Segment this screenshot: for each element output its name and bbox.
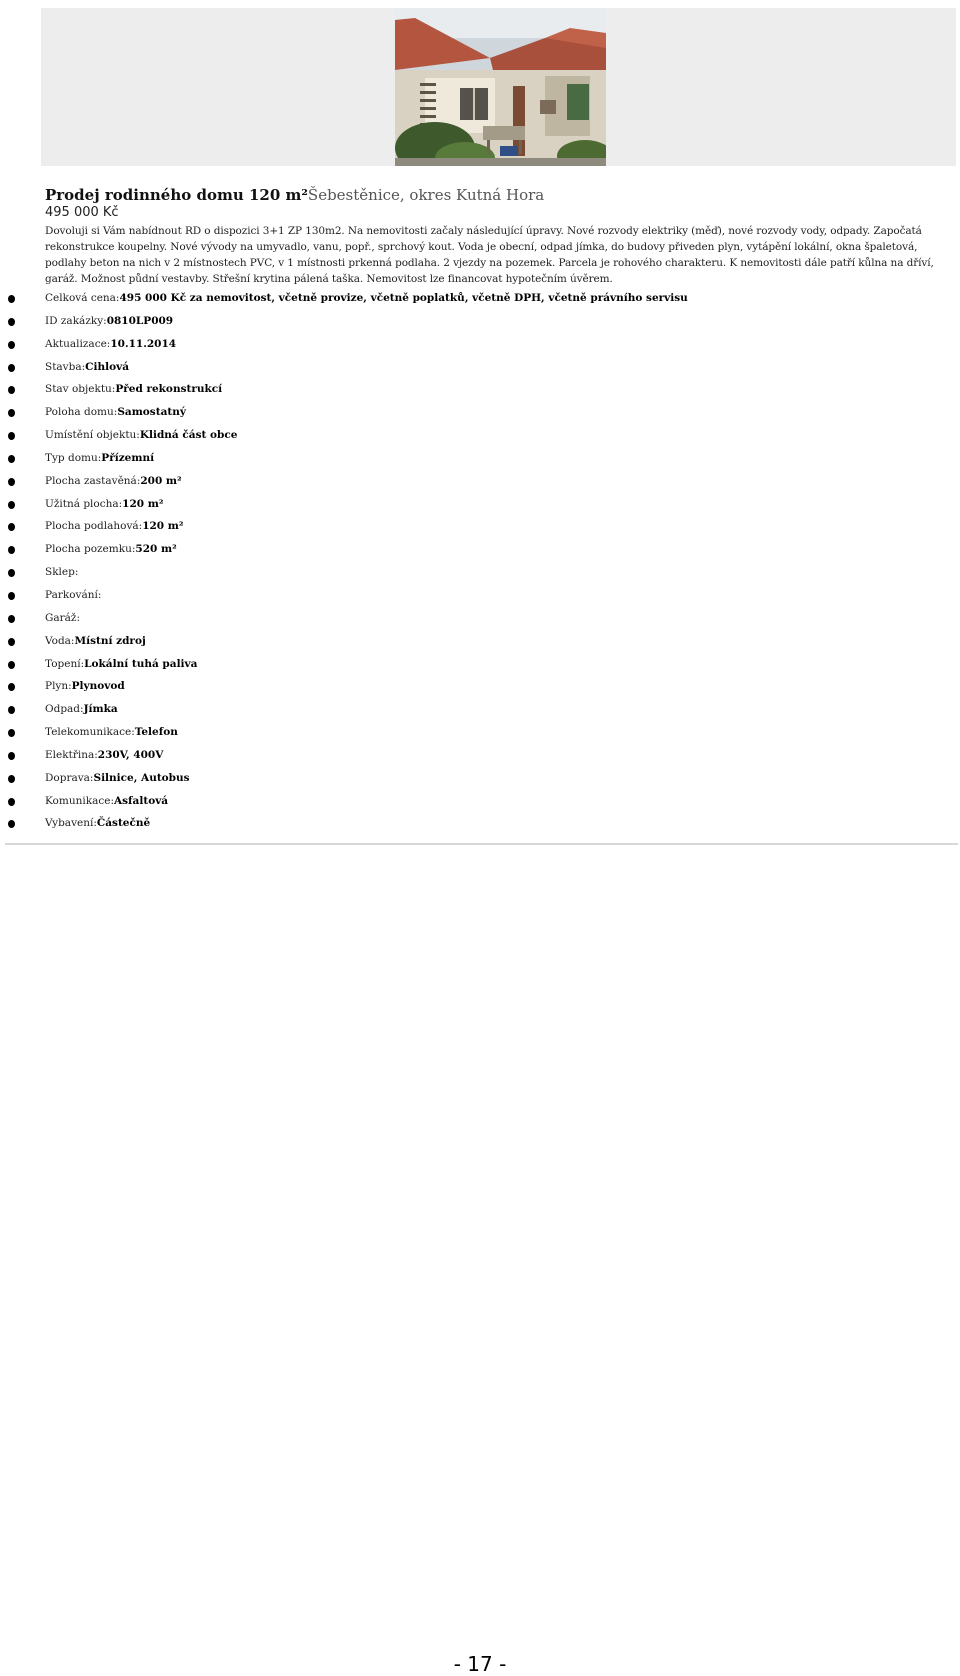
property-item [0,767,960,790]
property-value: 520 m² [135,543,177,556]
property-value: 495 000 Kč za nemovitost, včetně provize, včetně poplatků, včetně DPH, včetně právního servisu [119,292,688,304]
property-label: Stavba: [45,360,86,373]
listing-title [45,186,950,204]
property-label: Plocha pozemku: [45,543,136,556]
property-item [0,424,960,447]
property-item [0,538,960,561]
property-label: Celková cena: [45,292,120,304]
listing-location: Šebestěnice, okres Kutná Hora [307,186,545,204]
property-label: Plocha zastavěná: [45,474,141,487]
property-item [0,310,960,333]
property-value: Cihlová [85,360,130,373]
bullet-icon [8,798,15,806]
page-number: - 17 - [453,1652,507,1676]
property-value: 120 m² [122,497,164,510]
listing [45,186,950,287]
property-value: 10.11.2014 [110,337,177,350]
property-item [0,447,960,470]
listing-price: 495 000 Kč [45,205,119,220]
property-item [0,584,960,607]
bullet-icon [8,775,15,783]
property-label: Poloha domu: [45,406,118,419]
bullet-icon [8,386,15,394]
bullet-icon [8,729,15,737]
property-item [0,675,960,698]
section-divider [5,843,958,845]
property-label: Komunikace: [45,794,114,807]
property-item [0,287,960,310]
bullet-icon [8,432,15,440]
property-item [0,493,960,516]
property-value: Jímka [83,703,118,716]
property-label: Plyn: [45,680,72,693]
property-item [0,378,960,401]
property-label: Stav objektu: [45,383,116,396]
property-value: Plynovod [71,680,125,693]
property-value: Místní zdroj [74,634,146,647]
property-label: Parkování: [45,588,102,601]
bullet-icon [8,501,15,509]
bullet-icon [8,661,15,669]
property-value: Přízemní [101,451,155,464]
property-value: Telefon [134,726,178,739]
property-item [0,744,960,767]
property-value: 120 m² [142,520,184,533]
property-label: ID zakázky: [45,314,107,327]
bullet-icon [8,409,15,417]
property-label: Topení: [45,657,85,670]
property-item [0,653,960,676]
bullet-icon [8,546,15,554]
property-item [0,561,960,584]
property-value: Asfaltová [113,794,169,807]
property-label: Odpad: [45,703,84,716]
property-label: Telekomunikace: [45,726,135,739]
property-label: Umístění objektu: [45,429,140,442]
photo-band [41,8,956,166]
listing-description: Dovoluji si Vám nabídnout RD o dispozici 3+1 ZP 130m2. Na nemovitosti začaly následující úpravy. Nové rozvody elektriky (měď), nové rozvody vody, odpady. Započatá rekonstrukce koupelny. Nové vývody na umyvadlo, vanu, popř., sprchový kout. Voda je obecní, odpad jímka, do budovy přiveden plyn, vytápění lokální, okna špaletová, podlahy beton na nich v 2 místnostech PVC, v 1 místnosti prkenná podlaha. 2 vjezdy na pozemek. Parcela je rohového charakteru. K nemovitosti dále patří kůlna na dříví, garáž. Možnost půdní vestavby. Střešní krytina pálená taška. Nemovitost lze financovat hypotečním úvěrem. [45,225,934,285]
bullet-icon [8,683,15,691]
bullet-icon [8,569,15,577]
bullet-icon [8,341,15,349]
property-value: 200 m² [140,474,182,487]
bullet-icon [8,478,15,486]
bullet-icon [8,295,15,303]
bullet-icon [8,523,15,531]
property-label: Elektřina: [45,748,98,761]
property-label: Doprava: [45,771,94,784]
property-value: Před rekonstrukcí [115,383,223,396]
bullet-icon [8,706,15,714]
bullet-icon [8,820,15,828]
property-item [0,401,960,424]
bullet-icon [8,752,15,760]
property-list [0,287,960,835]
property-item [0,515,960,538]
bullet-icon [8,318,15,326]
property-label: Plocha podlahová: [45,520,143,533]
property-item [0,790,960,813]
property-value: Klidná část obce [139,429,238,442]
bullet-icon [8,592,15,600]
property-value: Lokální tuhá paliva [84,657,198,670]
property-label: Garáž: [45,611,80,624]
property-label: Užitná plocha: [45,497,123,510]
property-label: Vybavení: [45,817,97,830]
property-value: Silnice, Autobus [93,771,190,784]
property-value: 230V, 400V [97,748,164,761]
property-item [0,698,960,721]
property-label: Aktualizace: [45,337,111,350]
property-value: Samostatný [117,406,186,419]
property-value: Částečně [96,817,151,830]
bullet-icon [8,615,15,623]
listing-title-main: Prodej rodinného domu 120 m² [45,186,308,204]
bullet-icon [8,455,15,463]
property-item [0,630,960,653]
property-item [0,607,960,630]
property-label: Sklep: [45,566,79,579]
property-item [0,812,960,835]
property-item [0,356,960,379]
property-label: Typ domu: [45,451,102,464]
bullet-icon [8,638,15,646]
property-item [0,721,960,744]
property-item [0,333,960,356]
bullet-icon [8,364,15,372]
property-label: Voda: [45,634,75,647]
property-value: 0810LP009 [106,314,174,327]
property-item [0,470,960,493]
house-photo [395,8,606,166]
